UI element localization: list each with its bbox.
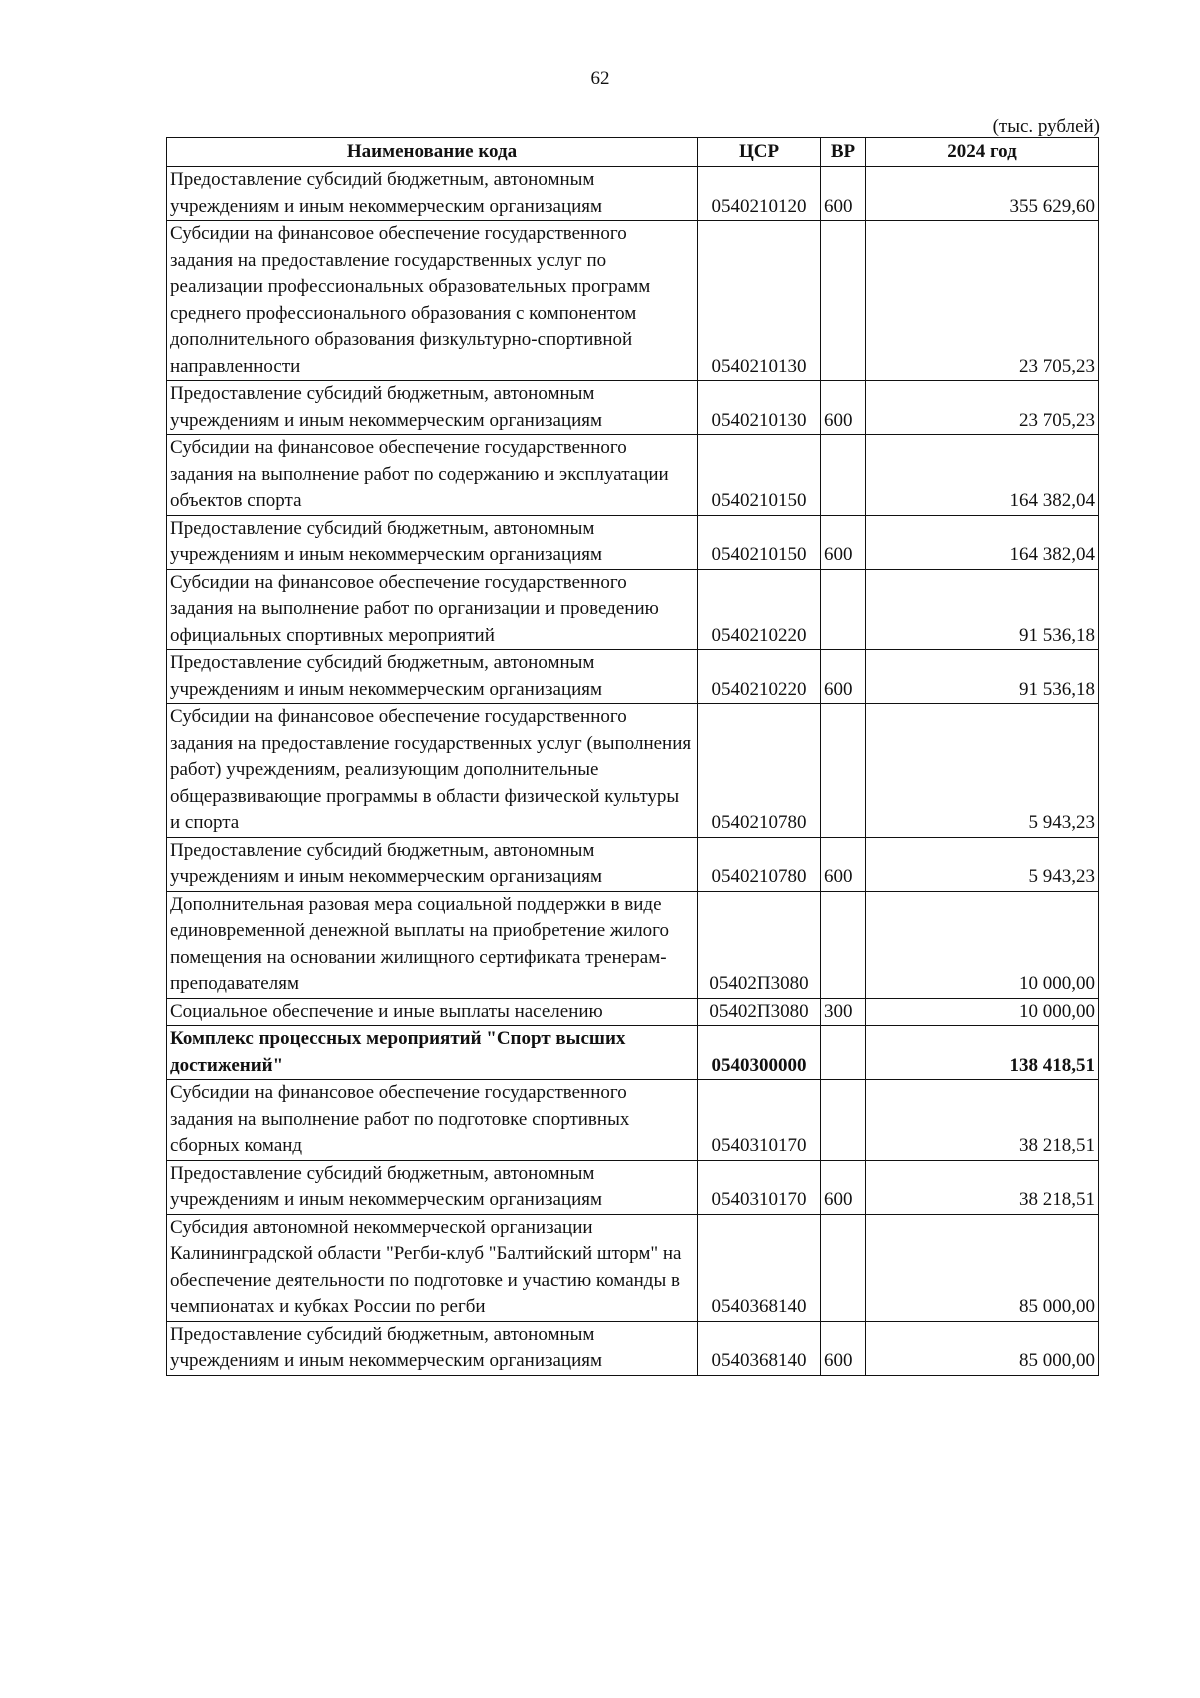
table-row [167, 569, 1099, 650]
amount-cell: 164 382,04 [866, 515, 1099, 569]
vr-cell: 600 [821, 837, 866, 891]
vr-cell [821, 435, 866, 516]
table-row [167, 891, 1099, 998]
header-name: Наименование кода [167, 138, 698, 167]
csr-cell: 0540210130 [698, 381, 821, 435]
name-cell: Субсидии на финансовое обеспечение государственного задания на предоставление государственных услуг по реализации профессиональных образовательных программ среднего профессионального образования с компонентом дополнительного образования физкультурно-спортивной направленности [167, 221, 698, 381]
csr-cell: 05402П3080 [698, 998, 821, 1026]
vr-cell [821, 1080, 866, 1161]
table-row [167, 998, 1099, 1026]
amount-cell: 91 536,18 [866, 650, 1099, 704]
vr-cell [821, 1214, 866, 1321]
name-cell: Субсидии на финансовое обеспечение государственного задания на выполнение работ по содержанию и эксплуатации объектов спорта [167, 435, 698, 516]
name-cell: Предоставление субсидий бюджетным, автономным учреждениям и иным некоммерческим организациям [167, 515, 698, 569]
table-row [167, 1214, 1099, 1321]
csr-cell: 0540368140 [698, 1214, 821, 1321]
table-header-row [167, 138, 1099, 167]
vr-cell: 600 [821, 1160, 866, 1214]
csr-cell: 0540210150 [698, 515, 821, 569]
vr-cell: 600 [821, 167, 866, 221]
table-row [167, 837, 1099, 891]
name-cell: Субсидии на финансовое обеспечение государственного задания на выполнение работ по подготовке спортивных сборных команд [167, 1080, 698, 1161]
name-cell: Субсидии на финансовое обеспечение государственного задания на выполнение работ по организации и проведению официальных спортивных мероприятий [167, 569, 698, 650]
amount-cell: 138 418,51 [866, 1026, 1099, 1080]
amount-cell: 10 000,00 [866, 891, 1099, 998]
vr-cell: 600 [821, 515, 866, 569]
csr-cell: 05402П3080 [698, 891, 821, 998]
table-row [167, 1160, 1099, 1214]
table-row [167, 435, 1099, 516]
header-vr: ВР [821, 138, 866, 167]
header-year: 2024 год [866, 138, 1099, 167]
vr-cell [821, 569, 866, 650]
table-row [167, 704, 1099, 838]
amount-cell: 23 705,23 [866, 381, 1099, 435]
vr-cell: 300 [821, 998, 866, 1026]
name-cell: Комплекс процессных мероприятий "Спорт высших достижений" [167, 1026, 698, 1080]
name-cell: Предоставление субсидий бюджетным, автономным учреждениям и иным некоммерческим организациям [167, 1160, 698, 1214]
vr-cell [821, 221, 866, 381]
name-cell: Предоставление субсидий бюджетным, автономным учреждениям и иным некоммерческим организациям [167, 381, 698, 435]
table-row [167, 221, 1099, 381]
name-cell: Субсидии на финансовое обеспечение государственного задания на предоставление государственных услуг (выполнения работ) учреждениям, реализующим дополнительные общеразвивающие программы в области физической культуры и спорта [167, 704, 698, 838]
name-cell: Социальное обеспечение и иные выплаты населению [167, 998, 698, 1026]
name-cell: Предоставление субсидий бюджетным, автономным учреждениям и иным некоммерческим организациям [167, 1321, 698, 1375]
amount-cell: 23 705,23 [866, 221, 1099, 381]
csr-cell: 0540300000 [698, 1026, 821, 1080]
name-cell: Субсидия автономной некоммерческой организации Калининградской области "Регби-клуб "Балтийский шторм" на обеспечение деятельности по подготовке и участию команды в чемпионатах и кубках России по регби [167, 1214, 698, 1321]
vr-cell: 600 [821, 650, 866, 704]
header-csr: ЦСР [698, 138, 821, 167]
table-body [167, 167, 1099, 1376]
amount-cell: 10 000,00 [866, 998, 1099, 1026]
table-row [167, 1321, 1099, 1375]
amount-cell: 5 943,23 [866, 704, 1099, 838]
csr-cell: 0540210220 [698, 650, 821, 704]
amount-cell: 85 000,00 [866, 1214, 1099, 1321]
csr-cell: 0540310170 [698, 1160, 821, 1214]
vr-cell [821, 704, 866, 838]
name-cell: Предоставление субсидий бюджетным, автономным учреждениям и иным некоммерческим организациям [167, 837, 698, 891]
vr-cell [821, 891, 866, 998]
amount-cell: 355 629,60 [866, 167, 1099, 221]
units-label: (тыс. рублей) [992, 116, 1100, 137]
amount-cell: 38 218,51 [866, 1080, 1099, 1161]
vr-cell: 600 [821, 381, 866, 435]
table-row [167, 1080, 1099, 1161]
csr-cell: 0540310170 [698, 1080, 821, 1161]
vr-cell: 600 [821, 1321, 866, 1375]
csr-cell: 0540210780 [698, 837, 821, 891]
name-cell: Дополнительная разовая мера социальной поддержки в виде единовременной денежной выплаты на приобретение жилого помещения на основании жилищного сертификата тренерам-преподавателям [167, 891, 698, 998]
csr-cell: 0540210130 [698, 221, 821, 381]
table-row [167, 167, 1099, 221]
csr-cell: 0540210150 [698, 435, 821, 516]
amount-cell: 5 943,23 [866, 837, 1099, 891]
name-cell: Предоставление субсидий бюджетным, автономным учреждениям и иным некоммерческим организациям [167, 167, 698, 221]
amount-cell: 91 536,18 [866, 569, 1099, 650]
csr-cell: 0540210120 [698, 167, 821, 221]
csr-cell: 0540368140 [698, 1321, 821, 1375]
vr-cell [821, 1026, 866, 1080]
page-number: 62 [590, 68, 610, 89]
name-cell: Предоставление субсидий бюджетным, автономным учреждениям и иным некоммерческим организациям [167, 650, 698, 704]
amount-cell: 38 218,51 [866, 1160, 1099, 1214]
table-row [167, 650, 1099, 704]
csr-cell: 0540210220 [698, 569, 821, 650]
amount-cell: 85 000,00 [866, 1321, 1099, 1375]
table-row [167, 1026, 1099, 1080]
amount-cell: 164 382,04 [866, 435, 1099, 516]
table-row [167, 515, 1099, 569]
budget-table [166, 137, 1099, 1376]
table-row [167, 381, 1099, 435]
csr-cell: 0540210780 [698, 704, 821, 838]
